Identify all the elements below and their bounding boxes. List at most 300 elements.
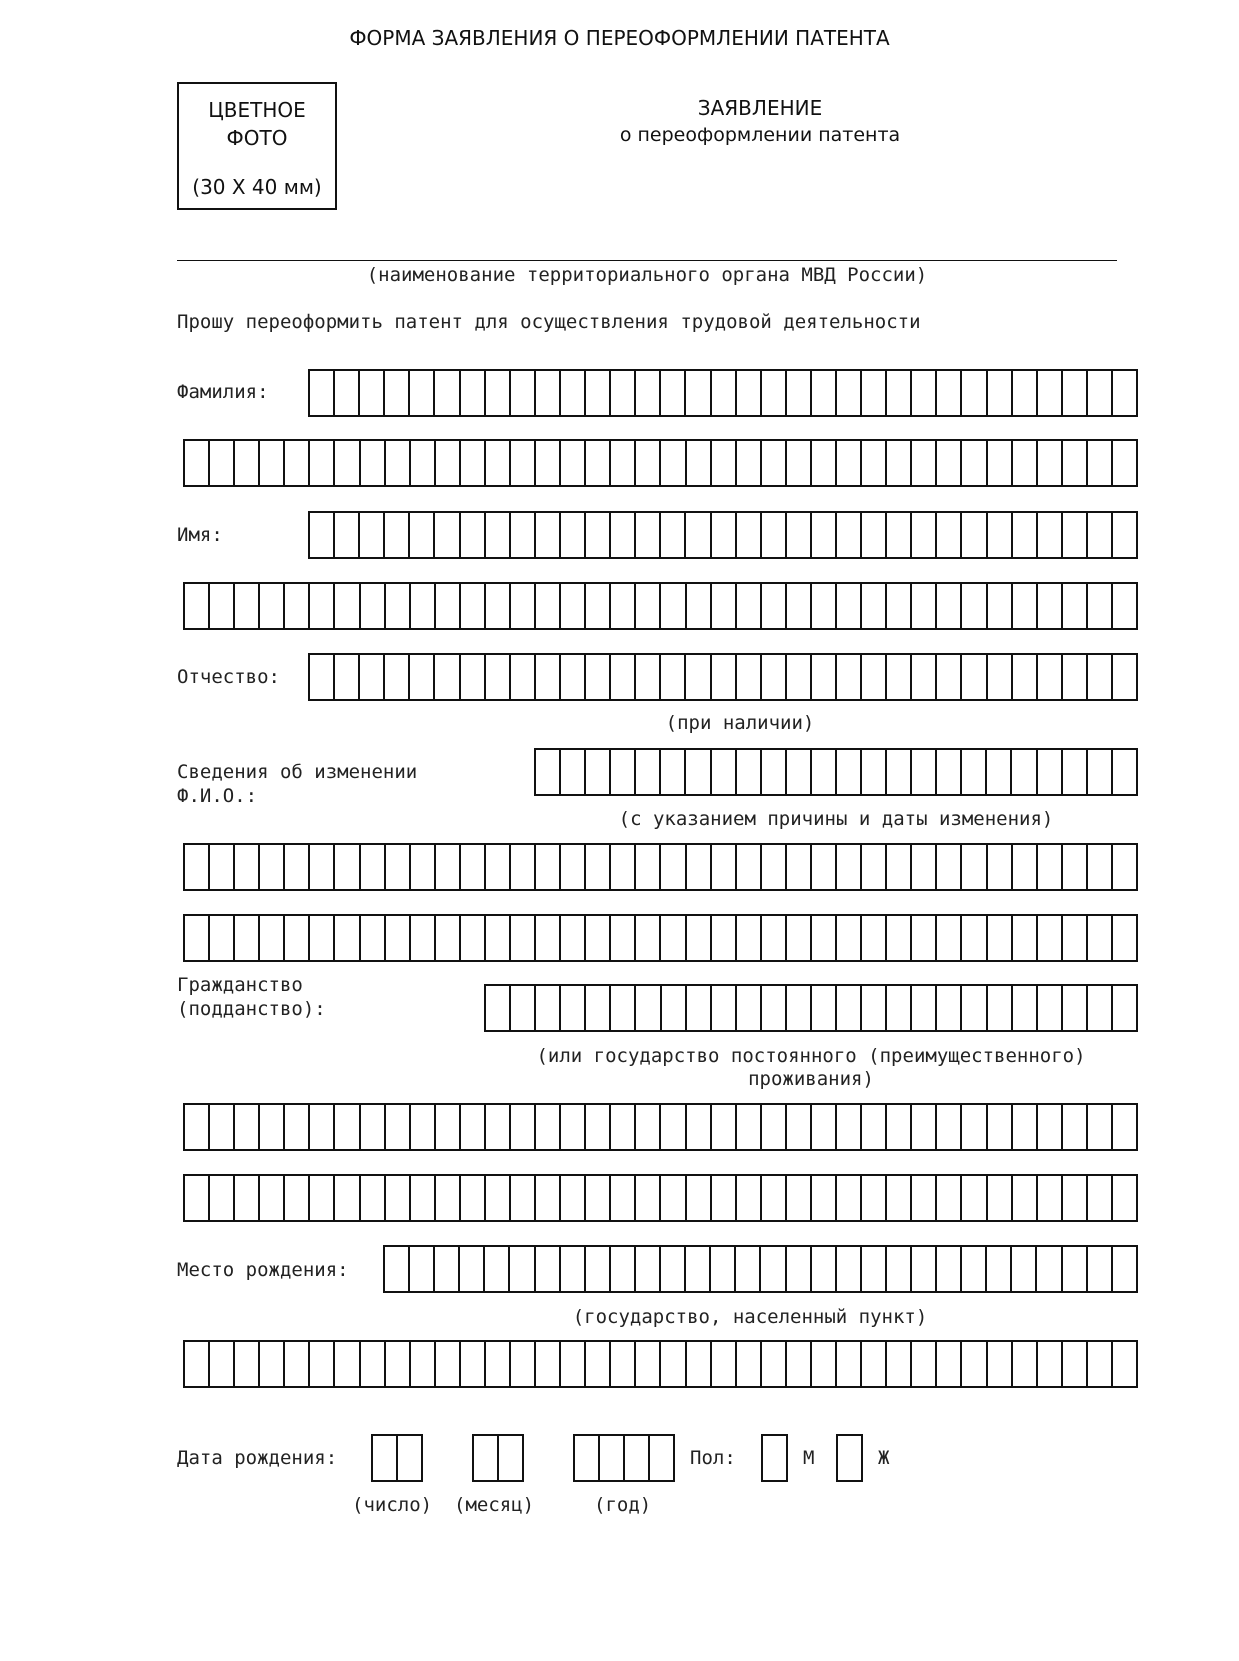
letter-cell[interactable] <box>1036 1105 1061 1149</box>
letter-cell[interactable] <box>710 1176 735 1220</box>
letter-cell[interactable] <box>609 513 634 557</box>
letter-cell[interactable] <box>760 986 785 1030</box>
letter-cell[interactable] <box>233 441 258 485</box>
letter-cell[interactable] <box>308 1176 333 1220</box>
letter-cell[interactable] <box>760 1342 785 1386</box>
letter-cell[interactable] <box>634 584 659 628</box>
letter-cell[interactable] <box>935 750 960 794</box>
letter-cell[interactable] <box>283 845 308 889</box>
letter-cell[interactable] <box>509 584 534 628</box>
letter-cell[interactable] <box>835 1176 860 1220</box>
letter-cell[interactable] <box>484 655 509 699</box>
letter-cell[interactable] <box>609 1342 634 1386</box>
letter-cell[interactable] <box>659 513 684 557</box>
letter-cell[interactable] <box>310 655 333 699</box>
letter-cell[interactable] <box>559 1342 584 1386</box>
letter-cell[interactable] <box>534 1342 559 1386</box>
letter-cell[interactable] <box>408 371 433 415</box>
letter-cell[interactable] <box>960 1342 985 1386</box>
letter-cell[interactable] <box>885 655 910 699</box>
letter-cell[interactable] <box>910 371 935 415</box>
letter-cell[interactable] <box>185 845 208 889</box>
letter-cell[interactable] <box>584 750 609 794</box>
letter-cell[interactable] <box>860 655 885 699</box>
letter-cell[interactable] <box>359 845 384 889</box>
letter-cell[interactable] <box>559 441 584 485</box>
letter-cell[interactable] <box>185 584 208 628</box>
letter-cell[interactable] <box>433 1247 458 1291</box>
letter-cell[interactable] <box>659 1105 684 1149</box>
letter-cell[interactable] <box>885 845 910 889</box>
letter-cell[interactable] <box>684 750 709 794</box>
letter-cell[interactable] <box>233 1176 258 1220</box>
letter-cell[interactable] <box>835 655 860 699</box>
letter-cell[interactable] <box>233 1342 258 1386</box>
letter-cell[interactable] <box>986 513 1011 557</box>
letter-cell[interactable] <box>484 1105 509 1149</box>
letter-cell[interactable] <box>785 1105 810 1149</box>
letter-cell[interactable] <box>634 1247 659 1291</box>
letter-cell[interactable] <box>785 1247 810 1291</box>
letter-cell[interactable] <box>433 371 458 415</box>
letter-cell[interactable] <box>208 1176 233 1220</box>
letter-cell[interactable] <box>384 1105 409 1149</box>
letter-cell[interactable] <box>1036 584 1061 628</box>
letter-cell[interactable] <box>534 513 559 557</box>
letter-cell[interactable] <box>1061 986 1086 1030</box>
letter-cell[interactable] <box>710 845 735 889</box>
letter-cell[interactable] <box>1010 1247 1035 1291</box>
letter-cell[interactable] <box>609 986 634 1030</box>
letter-cell[interactable] <box>760 441 785 485</box>
letter-cell[interactable] <box>283 584 308 628</box>
letter-cell[interactable] <box>333 513 358 557</box>
letter-cell[interactable] <box>459 441 484 485</box>
birth-year-field[interactable] <box>573 1434 675 1482</box>
letter-cell[interactable] <box>735 750 760 794</box>
letter-cell[interactable] <box>1111 750 1136 794</box>
letter-cell[interactable] <box>534 441 559 485</box>
letter-cell[interactable] <box>559 584 584 628</box>
letter-cell[interactable] <box>385 1247 408 1291</box>
letter-cell[interactable] <box>459 1342 484 1386</box>
letter-cell[interactable] <box>534 916 559 960</box>
letter-cell[interactable] <box>1036 845 1061 889</box>
letter-cell[interactable] <box>685 916 710 960</box>
letter-cell[interactable] <box>634 916 659 960</box>
letter-cell[interactable] <box>935 441 960 485</box>
letter-cell[interactable] <box>810 1105 835 1149</box>
letter-cell[interactable] <box>960 513 985 557</box>
letter-cell[interactable] <box>308 441 333 485</box>
letter-cell[interactable] <box>634 655 659 699</box>
letter-cell[interactable] <box>509 845 534 889</box>
letter-cell[interactable] <box>910 1176 935 1220</box>
letter-cell[interactable] <box>509 986 534 1030</box>
letter-cell[interactable] <box>810 916 835 960</box>
letter-cell[interactable] <box>408 655 433 699</box>
letter-cell[interactable] <box>910 916 935 960</box>
letter-cell[interactable] <box>1086 986 1111 1030</box>
letter-cell[interactable] <box>1011 986 1036 1030</box>
letter-cell[interactable] <box>384 845 409 889</box>
letter-cell[interactable] <box>258 584 283 628</box>
letter-cell[interactable] <box>185 916 208 960</box>
name-change-field-row1[interactable] <box>534 748 1138 796</box>
letter-cell[interactable] <box>559 750 584 794</box>
letter-cell[interactable] <box>1086 1342 1111 1386</box>
letter-cell[interactable] <box>710 916 735 960</box>
letter-cell[interactable] <box>885 1247 910 1291</box>
letter-cell[interactable] <box>986 1342 1011 1386</box>
letter-cell[interactable] <box>885 584 910 628</box>
letter-cell[interactable] <box>960 655 985 699</box>
letter-cell[interactable] <box>1061 441 1086 485</box>
letter-cell[interactable] <box>434 916 459 960</box>
surname-field-row2[interactable] <box>183 439 1138 487</box>
letter-cell[interactable] <box>986 845 1011 889</box>
letter-cell[interactable] <box>208 584 233 628</box>
letter-cell[interactable] <box>885 916 910 960</box>
letter-cell[interactable] <box>710 584 735 628</box>
letter-cell[interactable] <box>559 916 584 960</box>
letter-cell[interactable] <box>986 1105 1011 1149</box>
letter-cell[interactable] <box>1111 371 1136 415</box>
letter-cell[interactable] <box>1086 655 1111 699</box>
letter-cell[interactable] <box>910 986 935 1030</box>
letter-cell[interactable] <box>1061 1176 1086 1220</box>
letter-cell[interactable] <box>534 1176 559 1220</box>
letter-cell[interactable] <box>484 845 509 889</box>
letter-cell[interactable] <box>960 584 985 628</box>
letter-cell[interactable] <box>409 1105 434 1149</box>
letter-cell[interactable] <box>1111 1342 1136 1386</box>
letter-cell[interactable] <box>358 513 383 557</box>
letter-cell[interactable] <box>835 584 860 628</box>
letter-cell[interactable] <box>960 750 985 794</box>
letter-cell[interactable] <box>759 1247 784 1291</box>
letter-cell[interactable] <box>634 1176 659 1220</box>
letter-cell[interactable] <box>659 1342 684 1386</box>
letter-cell[interactable] <box>383 371 408 415</box>
letter-cell[interactable] <box>383 655 408 699</box>
letter-cell[interactable] <box>1036 986 1061 1030</box>
letter-cell[interactable] <box>208 916 233 960</box>
letter-cell[interactable] <box>634 513 659 557</box>
letter-cell[interactable] <box>308 584 333 628</box>
letter-cell[interactable] <box>258 916 283 960</box>
letter-cell[interactable] <box>810 513 835 557</box>
letter-cell[interactable] <box>659 845 684 889</box>
letter-cell[interactable] <box>559 845 584 889</box>
letter-cell[interactable] <box>1086 750 1111 794</box>
letter-cell[interactable] <box>584 845 609 889</box>
letter-cell[interactable] <box>835 1342 860 1386</box>
citizenship-field-row2[interactable] <box>183 1103 1138 1151</box>
letter-cell[interactable] <box>685 1342 710 1386</box>
letter-cell[interactable] <box>760 1105 785 1149</box>
letter-cell[interactable] <box>634 750 659 794</box>
letter-cell[interactable] <box>1111 845 1136 889</box>
letter-cell[interactable] <box>308 1342 333 1386</box>
letter-cell[interactable] <box>735 1176 760 1220</box>
letter-cell[interactable] <box>760 1176 785 1220</box>
letter-cell[interactable] <box>1111 655 1136 699</box>
birthplace-field-row2[interactable] <box>183 1340 1138 1388</box>
letter-cell[interactable] <box>659 750 684 794</box>
letter-cell[interactable] <box>810 441 835 485</box>
letter-cell[interactable] <box>185 1105 208 1149</box>
letter-cell[interactable] <box>459 916 484 960</box>
letter-cell[interactable] <box>710 441 735 485</box>
letter-cell[interactable] <box>735 916 760 960</box>
letter-cell[interactable] <box>609 441 634 485</box>
letter-cell[interactable] <box>233 1105 258 1149</box>
letter-cell[interactable] <box>885 986 910 1030</box>
letter-cell[interactable] <box>634 1342 659 1386</box>
letter-cell[interactable] <box>459 1176 484 1220</box>
letter-cell[interactable] <box>1061 584 1086 628</box>
letter-cell[interactable] <box>960 986 985 1030</box>
letter-cell[interactable] <box>735 1105 760 1149</box>
letter-cell[interactable] <box>960 441 985 485</box>
letter-cell[interactable] <box>1086 1105 1111 1149</box>
letter-cell[interactable] <box>735 845 760 889</box>
letter-cell[interactable] <box>434 441 459 485</box>
letter-cell[interactable] <box>810 1342 835 1386</box>
letter-cell[interactable] <box>383 513 408 557</box>
letter-cell[interactable] <box>185 441 208 485</box>
letter-cell[interactable] <box>910 441 935 485</box>
letter-cell[interactable] <box>185 1342 208 1386</box>
letter-cell[interactable] <box>810 986 835 1030</box>
letter-cell[interactable] <box>760 655 785 699</box>
letter-cell[interactable] <box>459 655 484 699</box>
letter-cell[interactable] <box>860 750 885 794</box>
letter-cell[interactable] <box>384 441 409 485</box>
letter-cell[interactable] <box>860 1247 885 1291</box>
letter-cell[interactable] <box>534 845 559 889</box>
letter-cell[interactable] <box>710 1342 735 1386</box>
letter-cell[interactable] <box>1086 513 1111 557</box>
letter-cell[interactable] <box>185 1176 208 1220</box>
letter-cell[interactable] <box>509 916 534 960</box>
letter-cell[interactable] <box>885 1176 910 1220</box>
letter-cell[interactable] <box>860 1342 885 1386</box>
letter-cell[interactable] <box>283 916 308 960</box>
letter-cell[interactable] <box>860 584 885 628</box>
letter-cell[interactable] <box>810 1176 835 1220</box>
letter-cell[interactable] <box>986 441 1011 485</box>
letter-cell[interactable] <box>484 916 509 960</box>
letter-cell[interactable] <box>885 1105 910 1149</box>
letter-cell[interactable] <box>860 441 885 485</box>
letter-cell[interactable] <box>860 845 885 889</box>
letter-cell[interactable] <box>910 845 935 889</box>
letter-cell[interactable] <box>1011 916 1036 960</box>
letter-cell[interactable] <box>860 986 885 1030</box>
letter-cell[interactable] <box>986 371 1011 415</box>
letter-cell[interactable] <box>910 584 935 628</box>
letter-cell[interactable] <box>1061 1105 1086 1149</box>
letter-cell[interactable] <box>1111 1247 1136 1291</box>
letter-cell[interactable] <box>710 371 735 415</box>
letter-cell[interactable] <box>885 1342 910 1386</box>
letter-cell[interactable] <box>409 1342 434 1386</box>
patronymic-field[interactable] <box>308 653 1138 701</box>
letter-cell[interactable] <box>359 441 384 485</box>
letter-cell[interactable] <box>459 513 484 557</box>
letter-cell[interactable] <box>484 1342 509 1386</box>
letter-cell[interactable] <box>1011 513 1036 557</box>
letter-cell[interactable] <box>1011 845 1036 889</box>
letter-cell[interactable] <box>584 916 609 960</box>
letter-cell[interactable] <box>459 1105 484 1149</box>
letter-cell[interactable] <box>1086 1247 1111 1291</box>
letter-cell[interactable] <box>935 1176 960 1220</box>
letter-cell[interactable] <box>1011 441 1036 485</box>
letter-cell[interactable] <box>986 916 1011 960</box>
letter-cell[interactable] <box>659 1247 684 1291</box>
letter-cell[interactable] <box>484 371 509 415</box>
letter-cell[interactable] <box>835 441 860 485</box>
letter-cell[interactable] <box>1036 513 1061 557</box>
letter-cell[interactable] <box>960 916 985 960</box>
letter-cell[interactable] <box>333 371 358 415</box>
letter-cell[interactable] <box>1086 845 1111 889</box>
letter-cell[interactable] <box>1061 1247 1086 1291</box>
letter-cell[interactable] <box>684 371 709 415</box>
letter-cell[interactable] <box>735 513 760 557</box>
letter-cell[interactable] <box>735 441 760 485</box>
letter-cell[interactable] <box>559 1176 584 1220</box>
name-change-field-row2[interactable] <box>183 843 1138 891</box>
letter-cell[interactable] <box>660 986 685 1030</box>
letter-cell[interactable] <box>208 1342 233 1386</box>
letter-cell[interactable] <box>760 750 785 794</box>
letter-cell[interactable] <box>659 655 684 699</box>
letter-cell[interactable] <box>509 1176 534 1220</box>
letter-cell[interactable] <box>760 584 785 628</box>
letter-cell[interactable] <box>785 441 810 485</box>
letter-cell[interactable] <box>735 371 760 415</box>
letter-cell[interactable] <box>559 655 584 699</box>
letter-cell[interactable] <box>885 513 910 557</box>
letter-cell[interactable] <box>760 845 785 889</box>
name-field-row1[interactable] <box>308 511 1138 559</box>
letter-cell[interactable] <box>659 584 684 628</box>
letter-cell[interactable] <box>910 1105 935 1149</box>
letter-cell[interactable] <box>283 1105 308 1149</box>
letter-cell[interactable] <box>860 1176 885 1220</box>
letter-cell[interactable] <box>810 750 835 794</box>
letter-cell[interactable] <box>685 1105 710 1149</box>
letter-cell[interactable] <box>659 441 684 485</box>
letter-cell[interactable] <box>1061 750 1086 794</box>
letter-cell[interactable] <box>384 1342 409 1386</box>
letter-cell[interactable] <box>1011 1105 1036 1149</box>
letter-cell[interactable] <box>258 1105 283 1149</box>
letter-cell[interactable] <box>1036 371 1061 415</box>
letter-cell[interactable] <box>1036 750 1061 794</box>
letter-cell[interactable] <box>810 371 835 415</box>
letter-cell[interactable] <box>333 1342 358 1386</box>
letter-cell[interactable] <box>310 371 333 415</box>
letter-cell[interactable] <box>685 1176 710 1220</box>
letter-cell[interactable] <box>935 1105 960 1149</box>
letter-cell[interactable] <box>935 371 960 415</box>
letter-cell[interactable] <box>710 513 735 557</box>
letter-cell[interactable] <box>1086 371 1111 415</box>
letter-cell[interactable] <box>960 845 985 889</box>
letter-cell[interactable] <box>910 1247 935 1291</box>
letter-cell[interactable] <box>709 1247 734 1291</box>
letter-cell[interactable] <box>409 845 434 889</box>
letter-cell[interactable] <box>1011 584 1036 628</box>
letter-cell[interactable] <box>885 441 910 485</box>
letter-cell[interactable] <box>1011 1342 1036 1386</box>
letter-cell[interactable] <box>559 986 584 1030</box>
letter-cell[interactable] <box>986 655 1011 699</box>
letter-cell[interactable] <box>634 986 659 1030</box>
letter-cell[interactable] <box>810 845 835 889</box>
letter-cell[interactable] <box>835 916 860 960</box>
letter-cell[interactable] <box>1036 441 1061 485</box>
letter-cell[interactable] <box>684 1247 709 1291</box>
letter-cell[interactable] <box>483 1247 508 1291</box>
letter-cell[interactable] <box>283 1342 308 1386</box>
letter-cell[interactable] <box>409 1176 434 1220</box>
letter-cell[interactable] <box>584 986 609 1030</box>
letter-cell[interactable] <box>835 1247 860 1291</box>
letter-cell[interactable] <box>935 513 960 557</box>
letter-cell[interactable] <box>986 1176 1011 1220</box>
letter-cell[interactable] <box>1061 655 1086 699</box>
letter-cell[interactable] <box>1111 1105 1136 1149</box>
letter-cell[interactable] <box>685 584 710 628</box>
letter-cell[interactable] <box>735 986 760 1030</box>
letter-cell[interactable] <box>534 371 559 415</box>
letter-cell[interactable] <box>785 1342 810 1386</box>
letter-cell[interactable] <box>935 584 960 628</box>
letter-cell[interactable] <box>634 441 659 485</box>
letter-cell[interactable] <box>1011 655 1036 699</box>
surname-field-row1[interactable] <box>308 369 1138 417</box>
birthplace-field-row1[interactable] <box>383 1245 1138 1293</box>
letter-cell[interactable] <box>458 1247 483 1291</box>
letter-cell[interactable] <box>1036 916 1061 960</box>
letter-cell[interactable] <box>534 1247 559 1291</box>
letter-cell[interactable] <box>735 1342 760 1386</box>
letter-cell[interactable] <box>785 371 810 415</box>
letter-cell[interactable] <box>509 513 534 557</box>
letter-cell[interactable] <box>459 845 484 889</box>
letter-cell[interactable] <box>710 750 735 794</box>
letter-cell[interactable] <box>434 584 459 628</box>
letter-cell[interactable] <box>359 916 384 960</box>
letter-cell[interactable] <box>760 371 785 415</box>
letter-cell[interactable] <box>1086 584 1111 628</box>
letter-cell[interactable] <box>333 655 358 699</box>
letter-cell[interactable] <box>258 441 283 485</box>
letter-cell[interactable] <box>810 655 835 699</box>
letter-cell[interactable] <box>659 916 684 960</box>
letter-cell[interactable] <box>835 986 860 1030</box>
letter-cell[interactable] <box>359 1342 384 1386</box>
letter-cell[interactable] <box>333 1176 358 1220</box>
letter-cell[interactable] <box>534 584 559 628</box>
letter-cell[interactable] <box>534 986 559 1030</box>
